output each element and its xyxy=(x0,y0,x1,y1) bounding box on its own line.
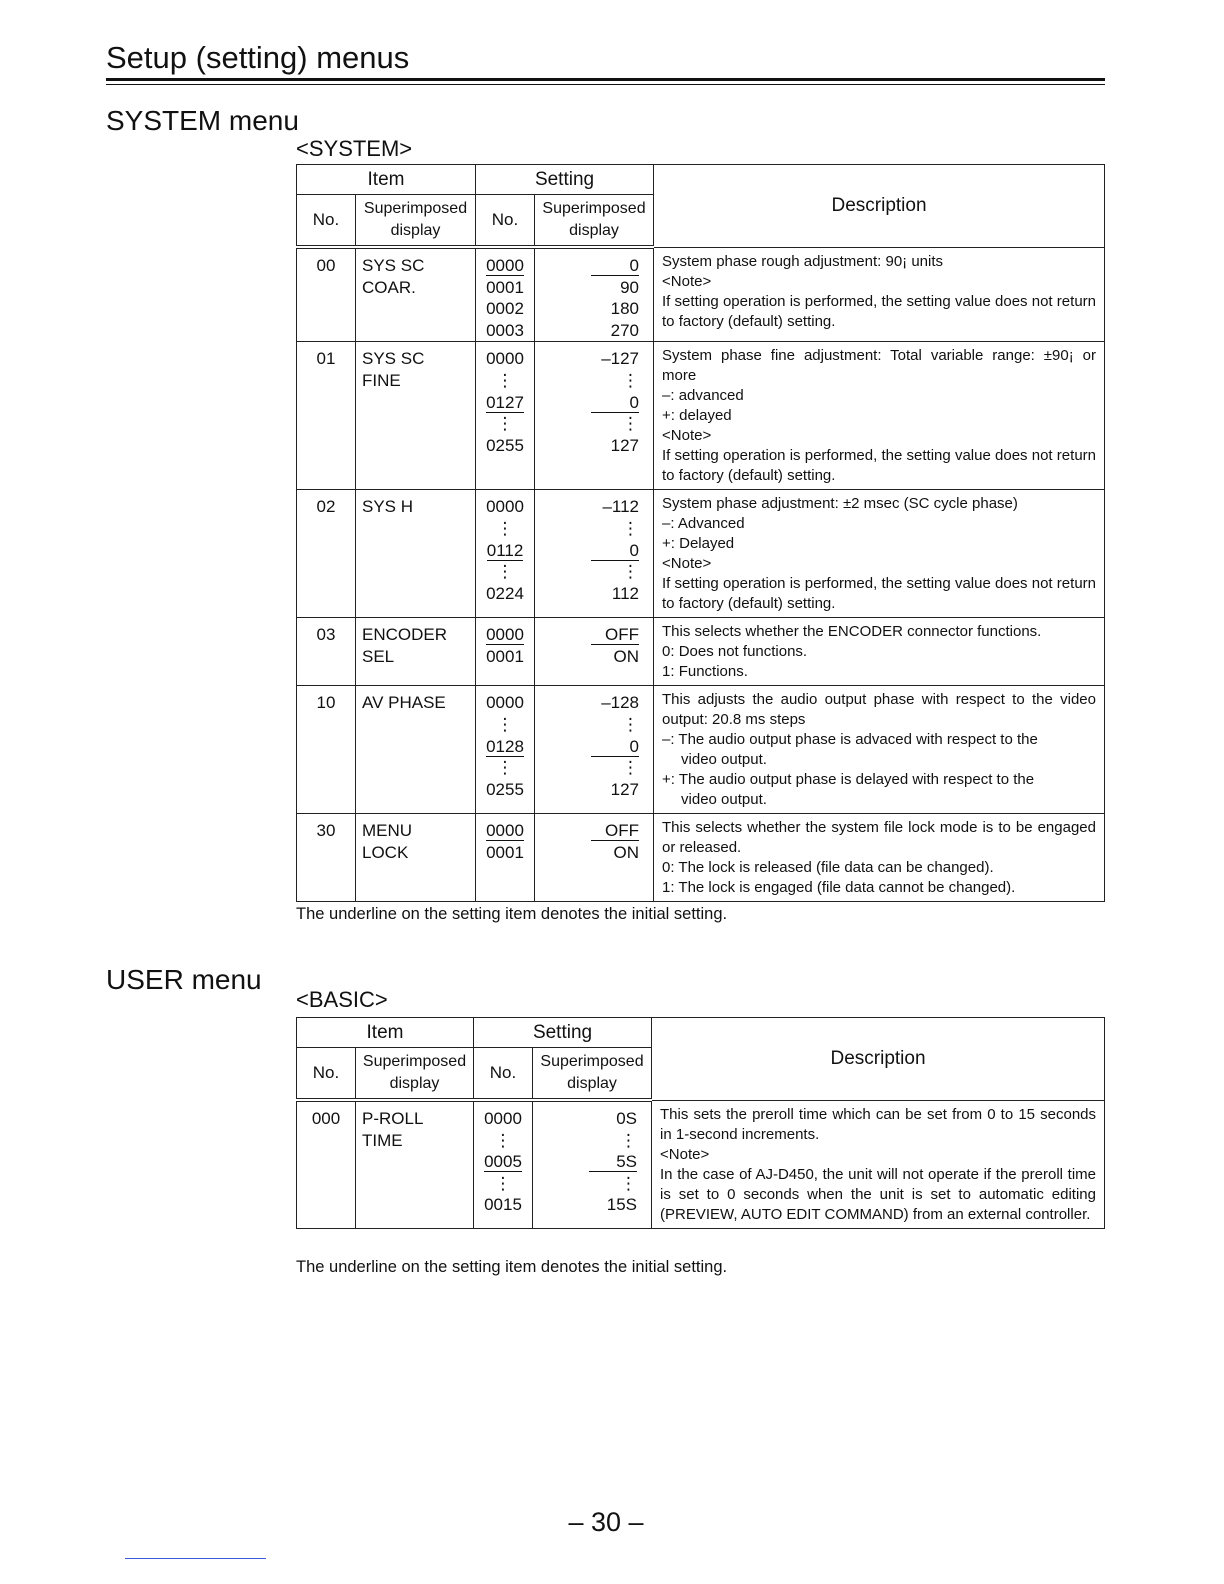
setting-no xyxy=(476,814,535,902)
setting-no-initial: 0005 xyxy=(484,1152,522,1172)
header-setting-no: No. xyxy=(474,1048,533,1101)
setting-display-text: ⋮ xyxy=(622,758,640,778)
setting-display-value xyxy=(535,842,639,864)
setting-no-text: ⋮ xyxy=(496,414,514,434)
description-line: –: Advanced xyxy=(662,515,745,533)
setting-no-value xyxy=(476,370,534,392)
table-row xyxy=(297,490,1105,618)
description-line: System phase adjustment: ±2 msec (SC cycle phase) xyxy=(662,495,1018,513)
setting-no-value xyxy=(476,842,534,864)
setting-no-value xyxy=(476,255,534,277)
item-display-line: TIME xyxy=(362,1131,403,1150)
setting-display-initial: 0 xyxy=(591,256,639,276)
setting-no-text: 0015 xyxy=(484,1195,522,1215)
item-display-line: SEL xyxy=(362,647,395,667)
setting-no-value xyxy=(476,779,534,801)
description-line: <Note> xyxy=(662,427,712,445)
header-setting-no: No. xyxy=(476,195,535,248)
setting-no-value xyxy=(476,435,534,457)
setting-no-value xyxy=(474,1130,532,1152)
description xyxy=(654,247,1105,342)
item-display xyxy=(356,618,476,686)
setting-no-text: 0000 xyxy=(486,693,524,713)
setting-no-text: 0000 xyxy=(484,1109,522,1128)
setting-display-text: ON xyxy=(613,842,640,862)
setting-display-value xyxy=(533,1151,637,1173)
item-display xyxy=(356,490,476,618)
item-display-line: P-ROLL xyxy=(362,1109,424,1128)
setting-display-initial: OFF xyxy=(591,821,639,841)
setting-no-value xyxy=(476,692,534,714)
header-setting: Setting xyxy=(474,1018,652,1048)
item-display xyxy=(356,342,476,490)
description-line: video output. xyxy=(681,751,767,769)
item-display-line: AV PHASE xyxy=(362,693,446,713)
item-no: 02 xyxy=(297,490,356,618)
user-menu-heading: USER menu xyxy=(106,964,262,995)
header-item-superimposed: Superimposed display xyxy=(356,195,476,248)
setting-display-value xyxy=(533,1108,637,1130)
setting-display xyxy=(533,1100,652,1228)
setting-display-text: ⋮ xyxy=(620,1173,638,1193)
setting-display-value xyxy=(535,298,639,320)
setting-display-value xyxy=(535,736,639,758)
description-line: +: Delayed xyxy=(662,535,735,553)
header-setting-superimposed: Superimposed display xyxy=(533,1048,652,1101)
setting-no-value xyxy=(476,757,534,779)
description-line: This sets the preroll time which can be set from 0 to 15 seconds in 1-second increments. xyxy=(660,1105,1096,1143)
setting-display-text: –112 xyxy=(602,497,640,517)
setting-display xyxy=(535,490,654,618)
description-line: System phase fine adjustment: Total variable range: ±90¡ or more xyxy=(662,347,1096,385)
table-row xyxy=(297,1100,1105,1228)
setting-no-value xyxy=(474,1108,532,1130)
description-line: 0: Does not functions. xyxy=(662,643,808,661)
item-display-line: LOCK xyxy=(362,843,409,863)
setting-display-value xyxy=(535,392,639,414)
description-line: 0: The lock is released (file data can be changed). xyxy=(662,859,994,877)
setting-no-initial: 0000 xyxy=(486,625,524,645)
setting-display-text: 90 xyxy=(620,277,640,297)
description-line: video output. xyxy=(681,791,767,809)
setting-display-text: 112 xyxy=(611,583,640,603)
setting-display-value xyxy=(535,714,639,736)
page-number: – 30 – xyxy=(568,1507,644,1537)
system-menu-heading: SYSTEM menu xyxy=(106,105,299,136)
setting-no-initial: 0127 xyxy=(486,392,524,412)
setting-display xyxy=(535,814,654,902)
description-line: –: The audio output phase is advaced with respect to the xyxy=(662,731,1038,749)
description-line: 1: Functions. xyxy=(662,663,748,681)
setting-no-value xyxy=(476,413,534,435)
setting-display-text: ⋮ xyxy=(622,562,640,582)
item-display-line: ENCODER xyxy=(362,625,448,645)
user-table-caption: <BASIC> xyxy=(296,987,388,1012)
header-setting: Setting xyxy=(476,165,654,195)
setting-display-value xyxy=(535,348,639,370)
setting-no-value xyxy=(476,583,534,605)
item-no: 000 xyxy=(297,1100,356,1228)
setting-no-text: ⋮ xyxy=(496,562,514,582)
system-menu-table xyxy=(296,164,1105,902)
setting-no xyxy=(476,618,535,686)
setting-display-value xyxy=(535,561,639,583)
user-footnote: The underline on the setting item denotes the initial setting. xyxy=(296,1258,728,1276)
item-display xyxy=(356,686,476,814)
setting-display-text: 127 xyxy=(610,779,640,799)
description xyxy=(654,814,1105,902)
setting-no-text: ⋮ xyxy=(496,518,514,538)
setting-display-value xyxy=(535,820,639,842)
user-menu-table xyxy=(296,1017,1105,1229)
setting-no xyxy=(476,247,535,342)
setting-display-text: ON xyxy=(613,646,640,666)
item-display xyxy=(356,814,476,902)
description-line: This selects whether the system file lock mode is to be engaged or released. xyxy=(662,819,1096,857)
setting-display-value xyxy=(535,583,639,605)
setting-no-text: ⋮ xyxy=(496,714,514,734)
description xyxy=(654,490,1105,618)
setting-display xyxy=(535,686,654,814)
item-display-line: FINE xyxy=(362,371,401,391)
item-display-line: SYS SC xyxy=(362,256,425,275)
setting-no-value xyxy=(476,736,534,758)
setting-display-value xyxy=(533,1130,637,1152)
item-display-line: SYS SC xyxy=(362,349,425,369)
setting-no-value xyxy=(476,540,534,562)
setting-display xyxy=(535,247,654,342)
setting-display-text: 0S xyxy=(616,1109,638,1128)
setting-no xyxy=(474,1100,533,1228)
setting-display-text: ⋮ xyxy=(622,714,640,734)
system-footnote: The underline on the setting item denotes the initial setting. xyxy=(296,905,728,923)
setting-no-text: ⋮ xyxy=(496,370,514,390)
setting-no-value xyxy=(476,320,534,342)
setting-display-value xyxy=(535,370,639,392)
description-line: System phase rough adjustment: 90¡ units xyxy=(662,252,944,270)
description xyxy=(654,686,1105,814)
setting-display-text: 180 xyxy=(610,299,640,319)
item-display-line: COAR. xyxy=(362,278,416,297)
setting-no-text: 0255 xyxy=(486,779,524,799)
setting-display-value xyxy=(533,1194,637,1216)
setting-no-value xyxy=(476,298,534,320)
setting-display-text: ⋮ xyxy=(622,370,640,390)
setting-no-value xyxy=(476,392,534,414)
setting-display-value xyxy=(535,320,639,342)
description-line: This adjusts the audio output phase with respect to the video output: 20.8 ms steps xyxy=(662,691,1096,729)
description xyxy=(654,342,1105,490)
setting-display-value xyxy=(535,496,639,518)
decorative-line xyxy=(125,1558,266,1559)
setting-no-text: 0255 xyxy=(486,435,524,455)
setting-no-initial: 0128 xyxy=(486,736,524,756)
setting-display-text: –128 xyxy=(601,693,640,713)
setting-display-initial: 0 xyxy=(591,737,639,757)
setting-no-text: 0001 xyxy=(486,842,524,862)
description-line: 1: The lock is engaged (file data cannot be changed). xyxy=(662,879,1016,897)
item-no: 30 xyxy=(297,814,356,902)
setting-no-text: ⋮ xyxy=(496,758,514,778)
setting-no-text: ⋮ xyxy=(494,1173,512,1193)
setting-no-text: 0000 xyxy=(486,349,524,369)
setting-no-value xyxy=(474,1173,532,1195)
setting-display-text: ⋮ xyxy=(620,1130,638,1150)
item-display-line: MENU xyxy=(362,821,413,841)
setting-no-initial: 0000 xyxy=(486,256,524,275)
description-line: <Note> xyxy=(660,1145,710,1163)
setting-display-value xyxy=(535,540,639,562)
description xyxy=(652,1100,1105,1228)
description-line: +: The audio output phase is delayed with respect to the xyxy=(662,771,1035,789)
header-description: Description xyxy=(652,1018,1105,1101)
item-no: 10 xyxy=(297,686,356,814)
description-line: This selects whether the ENCODER connector functions. xyxy=(662,623,1042,641)
setting-no xyxy=(476,686,535,814)
setting-display-value xyxy=(535,757,639,779)
setting-no-text: 0001 xyxy=(486,646,524,666)
setting-display-text: 270 xyxy=(610,320,640,340)
setting-no-value xyxy=(476,561,534,583)
description-line: –: advanced xyxy=(662,387,744,405)
setting-display-value xyxy=(535,518,639,540)
setting-no-text: 0000 xyxy=(486,497,524,517)
setting-no-value xyxy=(476,646,534,668)
header-setting-superimposed: Superimposed display xyxy=(535,195,654,248)
header-item: Item xyxy=(297,1018,474,1048)
setting-display-initial: 0 xyxy=(591,393,639,413)
setting-no-value xyxy=(476,277,534,299)
item-display xyxy=(356,1100,474,1228)
header-item: Item xyxy=(297,165,476,195)
setting-display-text: ⋮ xyxy=(622,518,640,538)
setting-display xyxy=(535,618,654,686)
setting-no-value xyxy=(476,496,534,518)
setting-display-text: ⋮ xyxy=(622,414,640,434)
title-rule-thin xyxy=(106,84,1105,85)
table-row xyxy=(297,618,1105,686)
setting-display-value xyxy=(535,277,639,299)
description-line: In the case of AJ-D450, the unit will not operate if the preroll time is set to 0 seconds when the unit is set to automatic editing (PREVIEW, AUTO EDIT COMMAND) from an external controller. xyxy=(660,1165,1096,1223)
header-item-no: No. xyxy=(297,195,356,248)
setting-display-text: 15S xyxy=(606,1195,638,1215)
page-title: Setup (setting) menus xyxy=(106,40,410,75)
table-row xyxy=(297,342,1105,490)
description-line: If setting operation is performed, the setting value does not return to factory (default) setting. xyxy=(662,447,1096,485)
setting-no-value xyxy=(476,348,534,370)
setting-no-value xyxy=(476,518,534,540)
title-rule xyxy=(106,78,1105,81)
table-row xyxy=(297,247,1105,342)
item-no: 00 xyxy=(297,247,356,342)
setting-no-text: 0001 xyxy=(486,277,524,297)
setting-display-value xyxy=(535,413,639,435)
description xyxy=(654,618,1105,686)
setting-display-text: –127 xyxy=(601,349,640,369)
setting-no-text: 0224 xyxy=(486,583,524,603)
system-table-caption: <SYSTEM> xyxy=(296,136,413,161)
item-no: 01 xyxy=(297,342,356,490)
setting-no-initial: 0000 xyxy=(486,821,524,841)
setting-display-initial: 0 xyxy=(591,541,639,561)
setting-no-value xyxy=(476,714,534,736)
setting-no xyxy=(476,342,535,490)
table-row xyxy=(297,686,1105,814)
setting-no xyxy=(476,490,535,618)
setting-display-value xyxy=(535,692,639,714)
item-display-line: SYS H xyxy=(362,497,414,517)
setting-display-value xyxy=(535,255,639,277)
header-item-no: No. xyxy=(297,1048,356,1101)
setting-display-initial: 5S xyxy=(589,1152,637,1172)
setting-display xyxy=(535,342,654,490)
description-line: If setting operation is performed, the setting value does not return to factory (default) setting. xyxy=(662,575,1096,613)
setting-display-value xyxy=(535,646,639,668)
setting-display-value xyxy=(535,435,639,457)
setting-no-text: 0002 xyxy=(486,299,524,319)
description-line: +: delayed xyxy=(662,407,732,425)
description-line: <Note> xyxy=(662,272,712,290)
setting-no-initial: 0112 xyxy=(486,540,524,560)
setting-display-initial: OFF xyxy=(591,625,639,645)
setting-display-value xyxy=(535,624,639,646)
item-no: 03 xyxy=(297,618,356,686)
description-line: If setting operation is performed, the setting value does not return to factory (default) setting. xyxy=(662,292,1096,330)
item-display xyxy=(356,247,476,342)
setting-no-text: ⋮ xyxy=(494,1130,512,1150)
setting-no-value xyxy=(476,820,534,842)
table-row xyxy=(297,814,1105,902)
header-description: Description xyxy=(654,165,1105,248)
description-line: <Note> xyxy=(662,555,712,573)
setting-display-text: 127 xyxy=(610,435,640,455)
setting-no-value xyxy=(474,1151,532,1173)
header-item-superimposed: Superimposed display xyxy=(356,1048,474,1101)
setting-display-value xyxy=(533,1173,637,1195)
setting-no-value xyxy=(476,624,534,646)
setting-display-value xyxy=(535,779,639,801)
setting-no-value xyxy=(474,1194,532,1216)
setting-no-text: 0003 xyxy=(486,320,524,340)
